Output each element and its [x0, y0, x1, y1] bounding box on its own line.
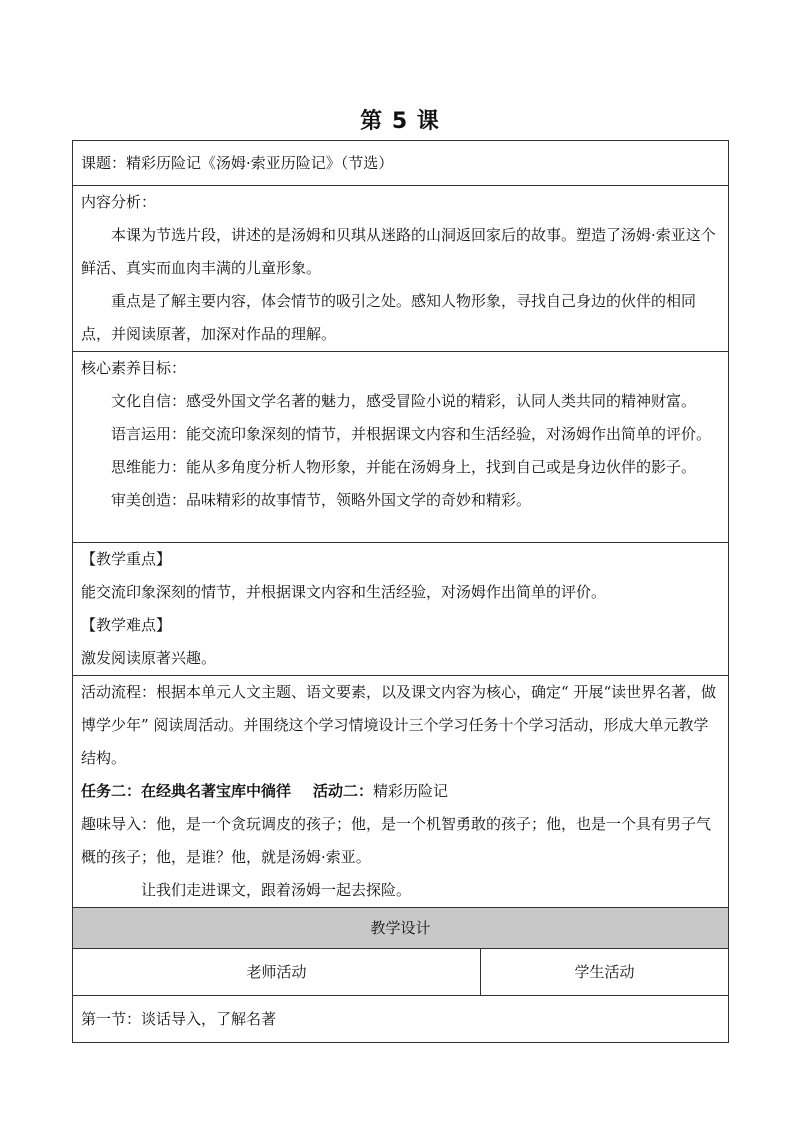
activity-row — [73, 676, 729, 908]
lesson-plan-document — [72, 140, 728, 1043]
core-literacy-heading: 核心素养目标： — [81, 359, 187, 377]
core-literacy-item: 思维能力：能从多角度分析人物形象，并能在汤姆身上，找到自己或是身边伙伴的影子。 — [111, 458, 697, 476]
section-row — [73, 996, 729, 1043]
lesson-plan-table — [72, 140, 729, 1043]
teaching-difficulty-text: 激发阅读原著兴趣。 — [81, 649, 217, 667]
core-literacy-item: 审美创造：品味精彩的故事情节，领略外国文学的奇妙和精彩。 — [111, 491, 532, 509]
core-literacy-row — [73, 352, 729, 543]
design-header-row — [73, 908, 729, 949]
task-line — [81, 775, 720, 808]
teaching-design-header: 教学设计 — [370, 918, 431, 937]
core-literacy-item: 语言运用：能交流印象深刻的情节，并根据课文内容和生活经验，对汤姆作出简单的评价。 — [111, 425, 712, 443]
activity-name: 精彩历险记 — [373, 782, 449, 800]
page-title: 第 5 课 — [360, 109, 440, 134]
content-analysis-heading: 内容分析： — [81, 193, 157, 211]
key-points-row — [73, 543, 729, 676]
invitation-text: 让我们走进课文，跟着汤姆一起去探险。 — [141, 881, 412, 899]
teaching-focus-label: 【教学重点】 — [81, 550, 172, 568]
teacher-activity-header: 老师活动 — [246, 962, 307, 981]
teaching-focus-text: 能交流印象深刻的情节，并根据课文内容和生活经验，对汤姆作出简单的评价。 — [81, 583, 607, 601]
content-analysis-paragraph: 本课为节选片段，讲述的是汤姆和贝琪从迷路的山洞返回家后的故事。塑造了汤姆·索亚这个鲜活、真实而血肉丰满的儿童形象。 — [81, 226, 716, 277]
content-analysis-row — [73, 186, 729, 352]
teaching-difficulty-label: 【教学难点】 — [81, 616, 172, 634]
task-label: 任务二：在经典名著宝库中徜徉 — [81, 782, 292, 800]
column-header-row — [73, 949, 729, 996]
activity-label: 活动二： — [313, 782, 374, 800]
student-activity-header: 学生活动 — [574, 962, 635, 981]
activity-flow: 活动流程：根据本单元人文主题、语文要素，以及课文内容为核心，确定“ 开展“读世界名著，做博学少年” 阅读周活动。并围绕这个学习情境设计三个学习任务十个学习活动，形成大单元教学结构。 — [81, 683, 717, 767]
section-one-title: 第一节：谈话导入，了解名著 — [81, 1009, 277, 1028]
subject-row — [73, 141, 729, 186]
content-analysis-paragraph: 重点是了解主要内容，体会情节的吸引之处。感知人物形象，寻找自己身边的伙伴的相同点，并阅读原著，加深对作品的理解。 — [81, 292, 697, 343]
core-literacy-item: 文化自信：感受外国文学名著的魅力，感受冒险小说的精彩，认同人类共同的精神财富。 — [111, 392, 697, 410]
lesson-subject: 课题：精彩历险记《汤姆·索亚历险记》（节选） — [81, 153, 394, 172]
fun-intro: 趣味导入：他，是一个贪玩调皮的孩子；他，是一个机智勇敢的孩子；他，也是一个具有男子气概的孩子；他，是谁？他，就是汤姆·索亚。 — [81, 815, 712, 866]
